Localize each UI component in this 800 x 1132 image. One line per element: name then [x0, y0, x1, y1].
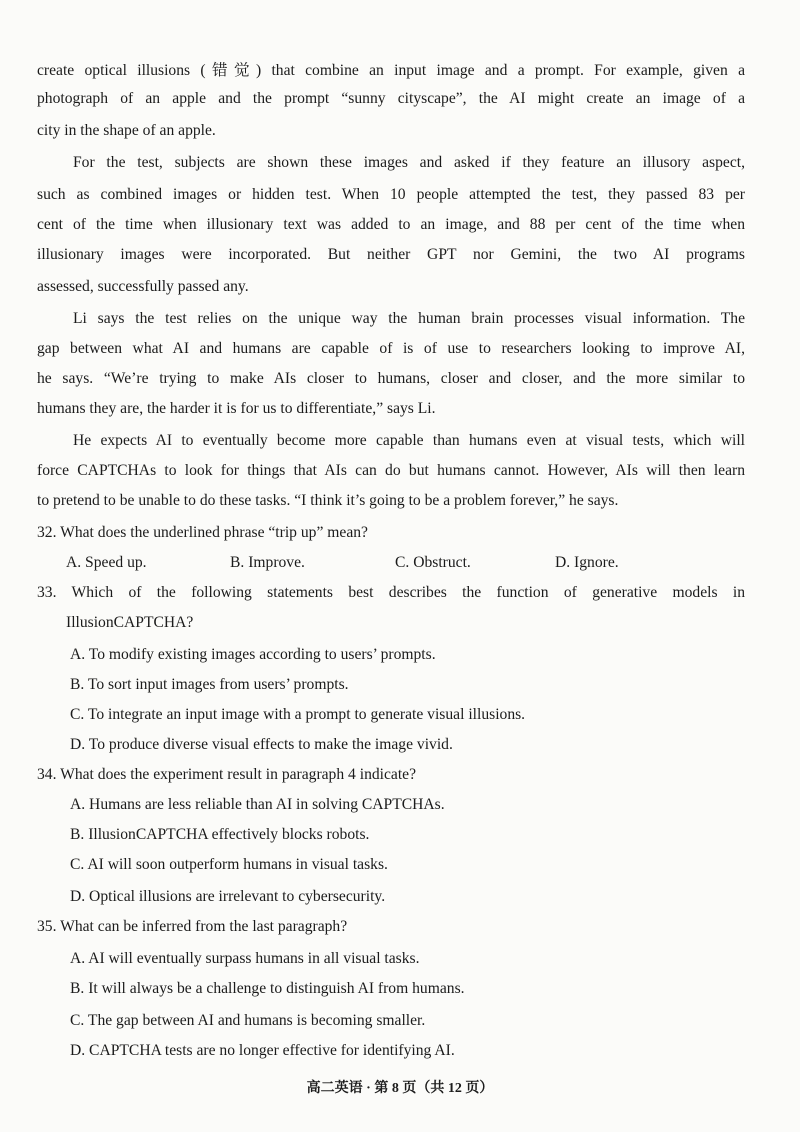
question-stem: 32. What does the underlined phrase “trip up” mean?	[37, 524, 368, 541]
passage-line: For the test, subjects are shown these images and asked if they feature an illusory aspect,	[73, 154, 745, 171]
passage-line: cent of the time when illusionary text was added to an image, and 88 per cent of the time when	[37, 216, 745, 233]
option-d: D. Optical illusions are irrelevant to cybersecurity.	[70, 888, 386, 905]
passage-line: assessed, successfully passed any.	[37, 278, 249, 295]
passage-line: Li says the test relies on the unique way the human brain processes visual information. The	[73, 310, 745, 327]
passage-line: he says. “We’re trying to make AIs closer to humans, closer and closer, and the more similar to	[37, 370, 745, 387]
option-c: C. AI will soon outperform humans in visual tasks.	[70, 856, 388, 873]
option-d: D. CAPTCHA tests are no longer effective for identifying AI.	[70, 1042, 455, 1059]
question-stem: 35. What can be inferred from the last paragraph?	[37, 918, 348, 935]
passage-line: to pretend to be unable to do these tasks. “I think it’s going to be a problem forever,” he says.	[37, 492, 619, 509]
option-c: C. Obstruct.	[395, 554, 471, 571]
passage-line: such as combined images or hidden test. When 10 people attempted the test, they passed 83 per	[37, 186, 745, 203]
option-a: A. Humans are less reliable than AI in solving CAPTCHAs.	[70, 796, 445, 813]
question-stem: 33. Which of the following statements best describes the function of generative models in	[37, 584, 745, 601]
passage-line: He expects AI to eventually become more capable than humans even at visual tests, which will	[73, 432, 745, 449]
question-stem-cont: IllusionCAPTCHA?	[66, 614, 194, 631]
option-a: A. To modify existing images according to users’ prompts.	[70, 646, 436, 663]
option-d: D. Ignore.	[555, 554, 619, 571]
option-c: C. The gap between AI and humans is becoming smaller.	[70, 1012, 426, 1029]
passage-line: create optical illusions (错觉) that combine an input image and a prompt. For example, given a	[37, 62, 745, 79]
option-a: A. AI will eventually surpass humans in all visual tasks.	[70, 950, 420, 967]
option-b: B. It will always be a challenge to distinguish AI from humans.	[70, 980, 465, 997]
option-b: B. To sort input images from users’ prompts.	[70, 676, 349, 693]
option-b: B. Improve.	[230, 554, 305, 571]
passage-line: gap between what AI and humans are capable of is of use to researchers looking to improve AI,	[37, 340, 745, 357]
passage-line: illusionary images were incorporated. But neither GPT nor Gemini, the two AI programs	[37, 246, 745, 263]
option-d: D. To produce diverse visual effects to make the image vivid.	[70, 736, 453, 753]
passage-line: force CAPTCHAs to look for things that AIs can do but humans cannot. However, AIs will then learn	[37, 462, 745, 479]
option-b: B. IllusionCAPTCHA effectively blocks robots.	[70, 826, 370, 843]
option-a: A. Speed up.	[66, 554, 147, 571]
question-stem: 34. What does the experiment result in paragraph 4 indicate?	[37, 766, 417, 783]
option-c: C. To integrate an input image with a prompt to generate visual illusions.	[70, 706, 526, 723]
passage-line: humans they are, the harder it is for us to differentiate,” says Li.	[37, 400, 436, 417]
page-footer: 高二英语 · 第 8 页（共 12 页）	[306, 1081, 494, 1096]
passage-line: city in the shape of an apple.	[37, 122, 216, 139]
passage-line: photograph of an apple and the prompt “sunny cityscape”, the AI might create an image of a	[37, 90, 745, 107]
